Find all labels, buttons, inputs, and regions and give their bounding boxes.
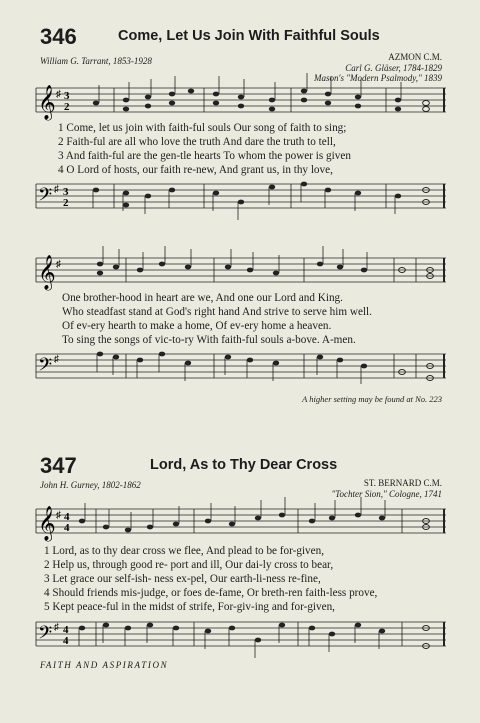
svg-text:3: 3	[63, 186, 69, 198]
hymn-347-bass-staff	[36, 616, 448, 656]
hymn-347-author: John H. Gurney, 1802-1862	[40, 480, 141, 490]
svg-text:♯: ♯	[54, 354, 59, 365]
hymn-347-verse-2: 2 Help us, through good re- port and ill, Our dai-ly cross to bear,	[44, 559, 334, 571]
svg-text:3: 3	[64, 90, 70, 102]
svg-text:𝄢: 𝄢	[38, 355, 53, 380]
hymn-346-system1-verse-4: 4 O Lord of hosts, our faith re-new, And grant us, in thy love,	[58, 164, 333, 176]
svg-text:♯: ♯	[54, 184, 59, 195]
hymn-346-system1-verse-3: 3 And faith-ful are the gen-tle hearts To whom the power is given	[58, 150, 351, 162]
hymn-346-system1-verse-2: 2 Faith-ful are all who love the truth And dare the truth to tell,	[58, 136, 336, 148]
hymn-347-verse-1: 1 Lord, as to thy dear cross we flee, And plead to be for-given,	[44, 545, 324, 557]
hymn-346-arranger: Mason's "Modern Psalmody," 1839	[314, 73, 442, 83]
hymn-346-system2-verse-3: Of ev-ery hearth to make a home, Of ev-ery home a heaven.	[62, 320, 332, 332]
hymn-347-verse-4: 4 Should friends mis-judge, or foes de-fame, Or breth-ren faith-less prove,	[44, 587, 378, 599]
svg-text:𝄞: 𝄞	[38, 85, 56, 120]
hymn-347-verse-3: 3 Let grace our self-ish- ness ex-pel, Our earth-li-ness re-fine,	[44, 573, 321, 585]
hymn-346-system1-treble-staff	[36, 82, 448, 122]
svg-text:4: 4	[64, 511, 70, 523]
hymn-347-tune: ST. BERNARD C.M.	[363, 478, 442, 488]
hymn-347-title: Lord, As to Thy Dear Cross	[150, 457, 338, 473]
hymn-346-system2-verse-2: Who steadfast stand at God's right hand And strive to serve him well.	[62, 306, 372, 318]
svg-text:𝄞: 𝄞	[38, 255, 56, 290]
svg-text:♯: ♯	[54, 622, 59, 633]
hymn-347-source: "Tochter Sion," Cologne, 1741	[331, 489, 442, 499]
hymn-346-number: 346	[40, 24, 77, 49]
hymn-346-system2-bass-staff	[36, 348, 448, 388]
svg-text:4: 4	[64, 522, 70, 534]
svg-text:♯: ♯	[56, 89, 61, 100]
hymn-346-tune: AZMON C.M.	[388, 52, 442, 62]
svg-text:4: 4	[63, 635, 69, 647]
svg-text:2: 2	[63, 197, 69, 209]
hymn-346-composer: Carl G. Gläser, 1784-1829	[345, 63, 442, 73]
hymn-346-system2-verse-1: One brother-hood in heart are we, And one our Lord and King.	[62, 292, 343, 304]
svg-text:𝄢: 𝄢	[38, 185, 53, 210]
svg-text:𝄢: 𝄢	[38, 623, 53, 648]
svg-text:𝄞: 𝄞	[38, 506, 56, 541]
svg-text:♯: ♯	[56, 259, 61, 270]
svg-text:♯: ♯	[56, 510, 61, 521]
hymn-346-title: Come, Let Us Join With Faithful Souls	[118, 28, 380, 44]
hymn-346-system1-bass-staff	[36, 178, 448, 218]
hymn-346-system2-treble-staff	[36, 252, 448, 292]
hymn-346-system1-verse-1: 1 Come, let us join with faith-ful souls Our song of faith to sing;	[58, 122, 347, 134]
hymn-346-note: A higher setting may be found at No. 223	[302, 394, 442, 404]
svg-text:2: 2	[64, 101, 70, 113]
svg-text:4: 4	[63, 624, 69, 636]
hymn-346-author: William G. Tarrant, 1853-1928	[40, 56, 152, 66]
hymn-346-system2-verse-4: To sing the songs of vic-to-ry With faith-ful souls a-bove. A-men.	[62, 334, 356, 346]
hymn-347-verse-5: 5 Kept peace-ful in the midst of strife, For-giv-ing and for-given,	[44, 601, 335, 613]
hymn-347-treble-staff	[36, 503, 448, 543]
hymn-347-number: 347	[40, 453, 77, 478]
page-footer: FAITH AND ASPIRATION	[40, 660, 169, 670]
